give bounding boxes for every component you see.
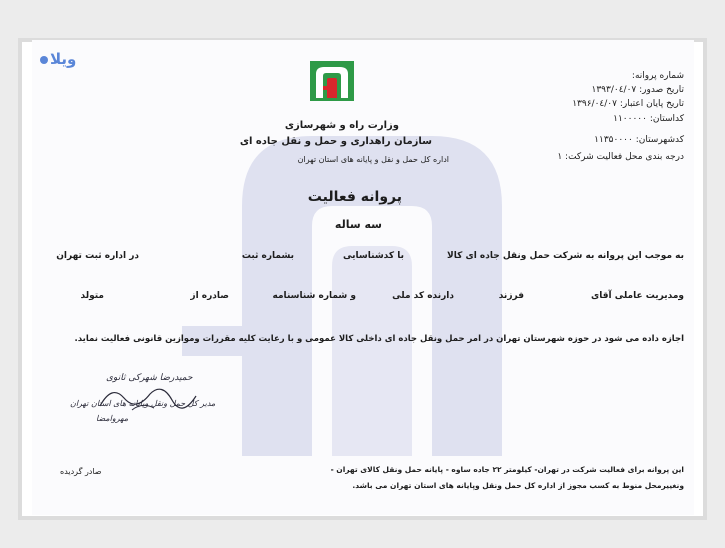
document-title: پروانه فعالیت [307, 189, 402, 205]
body-line3: اجازه داده می شود در حوزه شهرستان تهران در امر حمل ونقل جاده ای داخلی کالا عمومی و با رعایت کلیه مقررات وموازین قانونی فعالیت نماید. [74, 334, 684, 344]
department-name: اداره کل حمل و نقل و پایانه های استان تهران [297, 155, 449, 164]
watermark-emblem [182, 96, 562, 476]
issue-date: تاریخ صدور: ۱۳۹۳/۰٤/۰۷ [591, 85, 684, 95]
footer-line1: این پروانه برای فعالیت شرکت در تهران- کیلومتر ۲۲ جاده ساوه - پایانه حمل ونقل کالای تهران - [330, 465, 684, 474]
body-line2-issued-from: صادره از [190, 291, 229, 301]
body-line1-id: با کدشناسایی [343, 251, 404, 261]
body-line1-office: در اداره ثبت تهران [56, 251, 139, 261]
footer-line2: ونغییرمحل منوط به کسب مجوز از اداره کل حمل ونقل وپایانه های استان تهران می باشد. [352, 481, 684, 490]
signatory-name: حمیدرضا شهرکی ثانوی [106, 373, 193, 383]
body-line1-company: به موجب این پروانه به شرکت حمل ونقل جاده ای کالا [447, 251, 684, 261]
signature-stamp-label: مهروامضا [96, 414, 129, 423]
body-line2-born: متولد [80, 291, 104, 301]
footer-issued: صادر گردیده [60, 467, 102, 476]
document-subtitle: سه ساله [334, 218, 382, 231]
brand-text: ویلا [50, 50, 77, 68]
certificate-sheet [32, 40, 694, 515]
expiry-date: تاریخ پایان اعتبار: ۱۳۹۶/۰٤/۰۷ [572, 99, 684, 109]
city-code: کدشهرستان: ۱۱۳۵۰۰۰۰ [594, 135, 684, 145]
brand-dot-icon [40, 56, 48, 64]
signature-scribble-icon [92, 376, 202, 416]
province-code: کداستان: ۱۱۰۰۰۰۰ [613, 114, 684, 124]
ministry-name: وزارت راه و شهرسازی [284, 120, 399, 131]
body-line2-father: فرزند [498, 291, 524, 301]
license-number-label: شماره پروانه: [631, 71, 684, 81]
body-line1-reg: بشماره ثبت [241, 251, 294, 261]
grade: درجه بندی محل فعالیت شرکت: ۱ [557, 152, 684, 162]
signatory-title: مدیر کل حمل ونقل وپایانه های استان تهران [70, 399, 216, 408]
organization-name: سازمان راهداری و حمل و نقل جاده ای [239, 136, 432, 147]
brand-logo [40, 50, 76, 68]
body-line2-birth-cert: و شماره شناسنامه [272, 291, 356, 301]
organization-logo-icon [307, 58, 357, 104]
body-line2-manager: ومدیریت عاملی آقای [590, 291, 684, 301]
body-line2-national-id: دارنده کد ملی [392, 291, 454, 301]
